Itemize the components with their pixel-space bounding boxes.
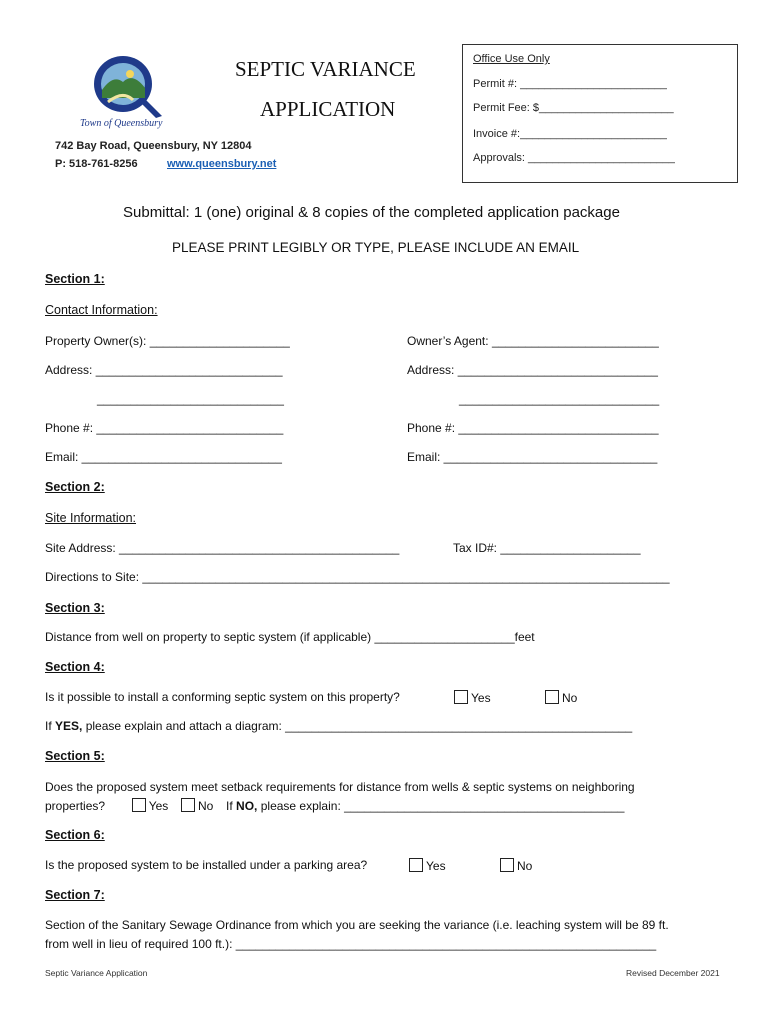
print-legibly-note: PLEASE PRINT LEGIBLY OR TYPE, PLEASE INCLUDE AN EMAIL [172,240,580,255]
agent-email-field[interactable]: Email: ________________________________ [407,450,658,464]
submittal-note: Submittal: 1 (one) original & 8 copies of the completed application package [123,204,620,221]
setback-no-checkbox[interactable] [181,798,195,812]
well-distance-field[interactable]: Distance from well on property to septic system (if applicable) _____________________feet [45,630,535,644]
parking-area-question: Is the proposed system to be installed under a parking area? [45,858,368,872]
explain-yes-bold: YES, [55,719,83,733]
tax-id-field[interactable]: Tax ID#: _____________________ [453,541,641,555]
conforming-yes-checkbox[interactable] [454,690,468,704]
permit-number-field[interactable]: Permit #: ________________________ [473,78,667,90]
setback-if: If [226,799,237,813]
no-label: No [562,691,578,705]
section-5-heading: Section 5: [45,749,105,763]
setback-answer-row [45,798,624,813]
town-logo [78,52,178,122]
section-7-heading: Section 7: [45,888,105,902]
property-owner-field[interactable]: Property Owner(s): _____________________ [45,334,290,348]
site-info-heading: Site Information: [45,511,137,525]
parking-no-label: No [517,859,533,873]
approvals-field[interactable]: Approvals: ________________________ [473,152,675,164]
owners-agent-field[interactable]: Owner’s Agent: _________________________ [407,334,659,348]
town-website-link[interactable]: www.queensbury.net [167,158,277,170]
directions-field[interactable]: Directions to Site: _______________________________________________________________________________ [45,570,670,584]
section-3-heading: Section 3: [45,601,105,615]
footer-form-name: Septic Variance Application [45,968,148,978]
setback-question: Does the proposed system meet setback requirements for distance from wells & septic systems on neighboring [45,780,635,794]
agent-address-field[interactable]: Address: ______________________________ [407,363,658,377]
explain-prefix: If [45,719,56,733]
properties-label: properties? [45,799,106,813]
form-title-line2: APPLICATION [260,97,396,121]
conforming-explain-field[interactable] [45,719,632,733]
conforming-no-checkbox[interactable] [545,690,559,704]
town-address: 742 Bay Road, Queensbury, NY 12804 [55,140,252,152]
invoice-number-field[interactable]: Invoice #:________________________ [473,128,667,140]
setback-no-bold: NO, [236,799,258,813]
footer-revision-date: Revised December 2021 [626,968,720,978]
owner-address-field[interactable]: Address: ____________________________ [45,363,283,377]
ordinance-question-line1: Section of the Sanitary Sewage Ordinance from which you are seeking the variance (i.e. leaching system will be 89 ft. [45,918,669,932]
town-phone: P: 518-761-8256 [55,158,138,170]
parking-yes-option[interactable] [409,858,446,873]
section-6-heading: Section 6: [45,828,105,842]
yes-label: Yes [471,691,491,705]
office-use-title: Office Use Only [473,53,550,65]
setback-explain-field[interactable]: please explain: __________________________________________ [257,799,625,813]
parking-yes-label: Yes [426,859,446,873]
conforming-yes-option[interactable] [454,690,491,705]
section-4-heading: Section 4: [45,660,105,674]
owner-address-line2-field[interactable]: ____________________________ [97,392,284,406]
site-address-field[interactable]: Site Address: __________________________________________ [45,541,400,555]
conforming-system-question: Is it possible to install a conforming septic system on this property? [45,690,400,704]
agent-address-line2-field[interactable]: ______________________________ [459,392,660,406]
ordinance-answer-field[interactable]: from well in lieu of required 100 ft.): _______________________________________________________________ [45,937,657,951]
setback-no-label: No [198,799,214,813]
parking-no-checkbox[interactable] [500,858,514,872]
contact-info-heading: Contact Information: [45,303,158,317]
agent-phone-field[interactable]: Phone #: ______________________________ [407,421,659,435]
logo-caption: Town of Queensbury [80,118,163,129]
form-title-line1: SEPTIC VARIANCE [235,57,416,81]
permit-fee-field[interactable]: Permit Fee: $______________________ [473,102,674,114]
setback-yes-label: Yes [148,799,169,813]
parking-no-option[interactable] [500,858,532,873]
section-2-heading: Section 2: [45,480,105,494]
setback-yes-checkbox[interactable] [132,798,146,812]
owner-email-field[interactable]: Email: ______________________________ [45,450,282,464]
parking-yes-checkbox[interactable] [409,858,423,872]
explain-rest: please explain and attach a diagram: ____________________________________________________ [82,719,633,733]
conforming-no-option[interactable] [545,690,577,705]
section-1-heading: Section 1: [45,272,105,286]
office-use-box [462,44,738,183]
owner-phone-field[interactable]: Phone #: ____________________________ [45,421,284,435]
